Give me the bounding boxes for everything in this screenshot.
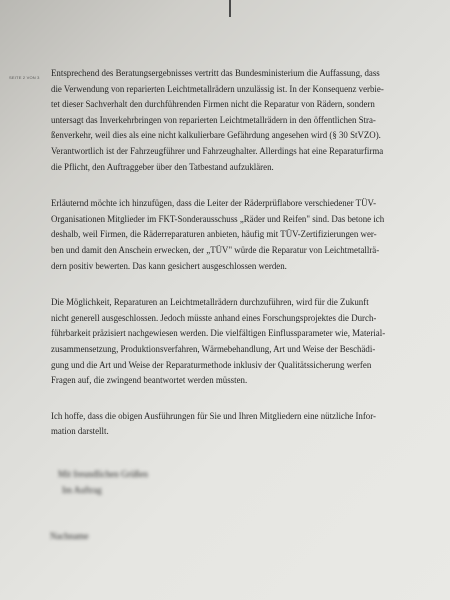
text-line: ßenverkehr, weil dies als eine nicht kalkulierbare Gefährdung angesehen wird (§ 30 StVZO). xyxy=(51,130,381,141)
text-line: tet dieser Sachverhalt den durchführenden Firmen nicht die Reparatur von Rädern, sondern xyxy=(51,99,375,110)
page-number: SEITE 2 VON 3 xyxy=(9,75,40,80)
text-line: Ich hoffe, dass die obigen Ausführungen für Sie und Ihren Mitgliedern eine nützliche Infor- xyxy=(51,410,376,421)
paragraph xyxy=(51,196,441,274)
text-line: dern positiv bewerten. Das kann gesichert ausgeschlossen werden. xyxy=(51,260,287,271)
text-line: die Pflicht, den Auftraggeber über den Tatbestand aufzuklären. xyxy=(51,161,274,172)
text-line: untersagt das Inverkehrbringen von reparierten Leichtmetallrädern in den öffentlichen Stra- xyxy=(51,114,376,125)
text-line: ben und damit den Anschein erwecken, der „TÜV" würde die Reparatur von Leichtmetallrä- xyxy=(51,244,380,255)
paragraph xyxy=(51,409,441,440)
text-line: Fragen auf, die zwingend beantwortet werden müssten. xyxy=(51,375,248,386)
text-line: deshalb, weil Firmen, die Räderreparaturen anbieten, häufig mit TÜV-Zertifizierungen wer- xyxy=(51,229,377,240)
text-line: gung und die Art und Weise der Reparaturmethode inklusiv der Qualitätssicherung werfen xyxy=(51,359,372,370)
text-line: führbarkeit präzisiert nachgewiesen werden. Die vielfältigen Einflussparameter wie, Material- xyxy=(51,328,386,339)
paragraph xyxy=(51,66,441,175)
fold-mark xyxy=(229,0,231,17)
redacted-signer-name: Mit freundlichen Grüßen xyxy=(58,469,148,479)
text-line: nicht generell ausgeschlossen. Jedoch müsste anhand eines Forschungsprojektes die Durch- xyxy=(51,312,377,323)
text-line: mation darstellt. xyxy=(51,426,109,437)
paragraph xyxy=(51,295,441,389)
text-line: Entsprechend des Beratungsergebnisses vertritt das Bundesministerium die Auffassung, dass xyxy=(51,68,380,78)
text-line: Verantwortlich ist der Fahrzeugführer und Fahrzeughalter. Allerdings hat eine Reparaturfirma xyxy=(51,145,384,156)
text-line: zusammensetzung, Produktionsverfahren, Wärmebehandlung, Art und Weise der Beschädi- xyxy=(51,343,376,354)
redacted-signer-title: Im Auftrag xyxy=(62,485,102,495)
text-line: Die Möglichkeit, Reparaturen an Leichtmetallrädern durchzuführen, wird für die Zukunft xyxy=(51,297,369,308)
text-line: die Verwendung von reparierten Leichtmetallrädern unzulässig ist. In der Konsequenz verbie- xyxy=(51,83,384,94)
letter-body xyxy=(51,66,441,440)
redacted-initials: Nachname xyxy=(50,531,89,541)
text-line: Organisationen Mitglieder im FKT-Sonderausschuss „Räder und Reifen" sind. Das betone ich xyxy=(51,213,385,224)
text-line: Erläuternd möchte ich hinzufügen, dass die Leiter der Räderprüflabore verschiedener TÜV- xyxy=(51,198,377,209)
